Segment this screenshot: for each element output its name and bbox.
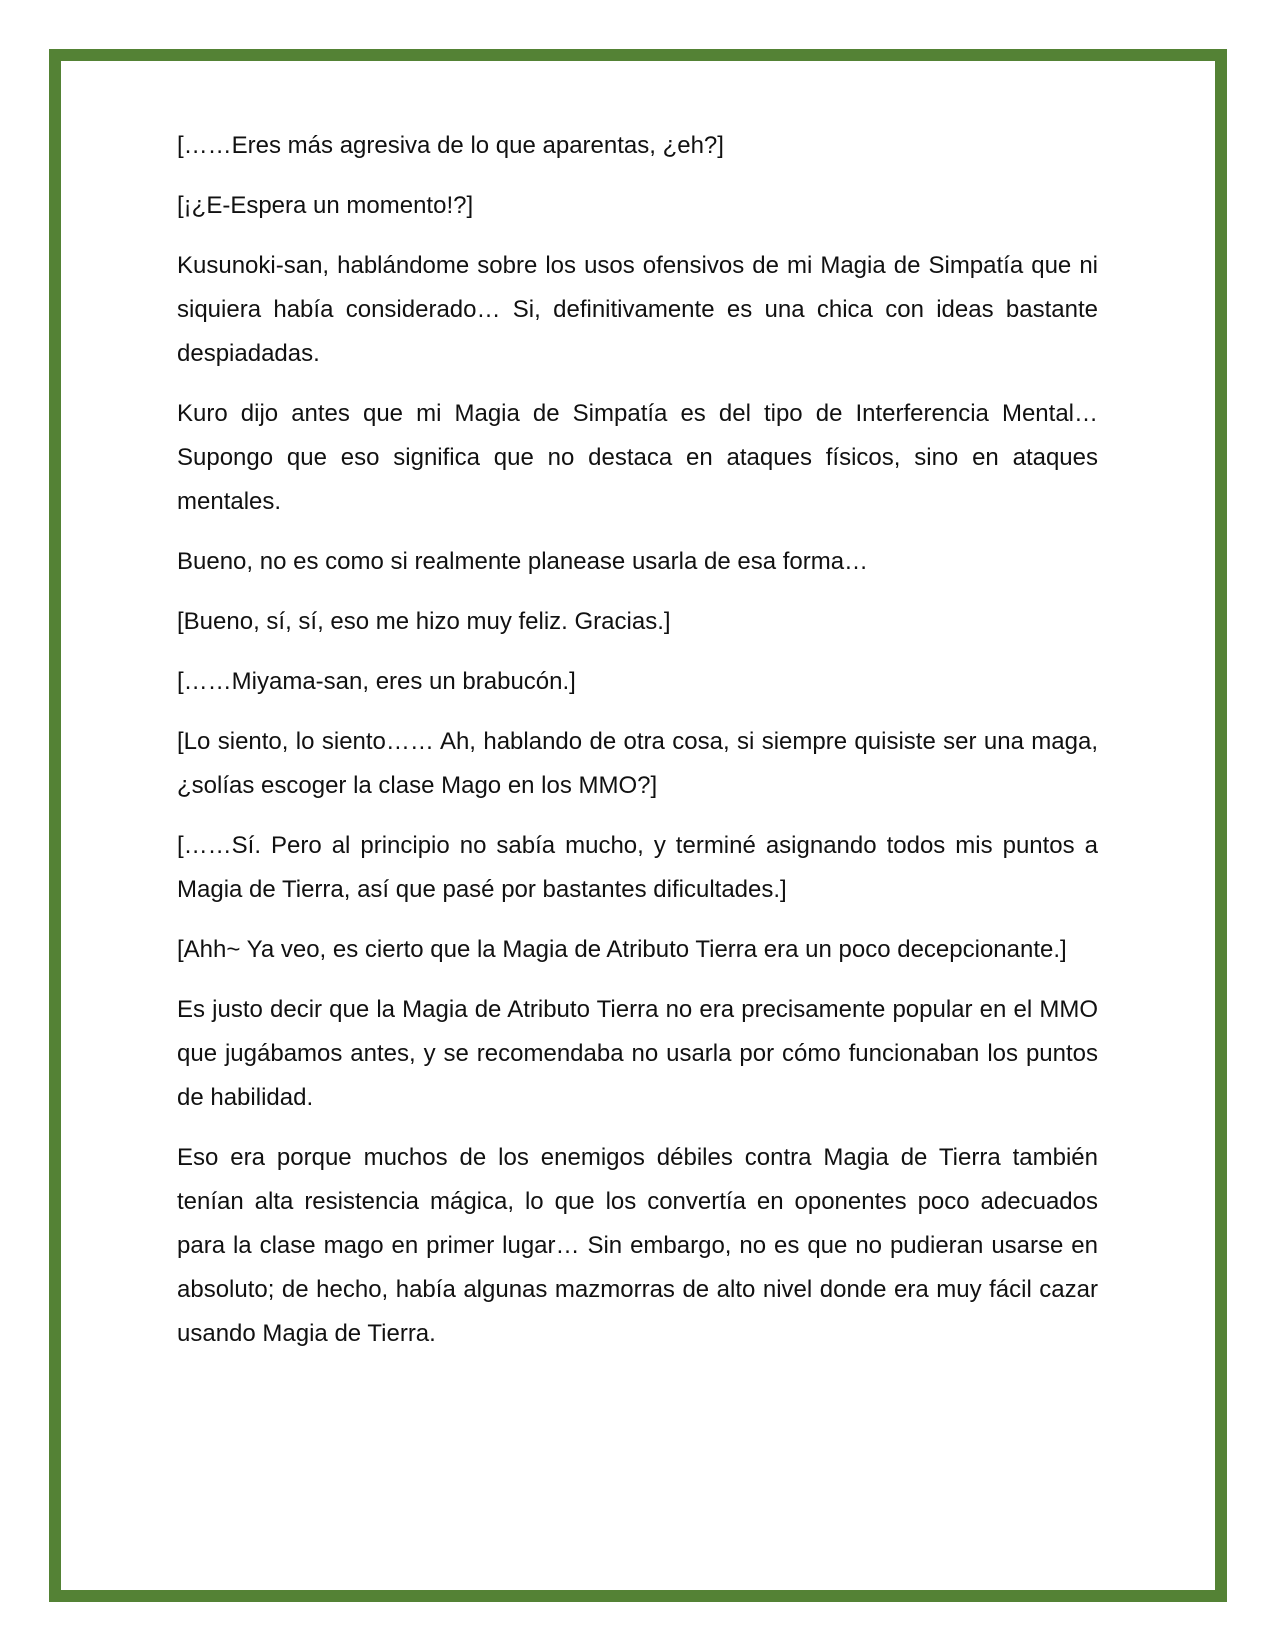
- paragraph-5: Bueno, no es como si realmente planease usarla de esa forma…: [177, 548, 869, 575]
- paragraph-12: Eso era porque muchos de los enemigos débiles contra Magia de Tierra también tenían alta resistencia mágica, lo que los convertía en oponentes poco adecuados para la clase mago en primer lugar… Sin embargo, no es que no pudieran usarse en absoluto; de hecho, había algunas mazmorras de alto nivel donde era muy fácil cazar usando Magia de Tierra.: [177, 1144, 1098, 1347]
- paragraph-10: [Ahh~ Ya veo, es cierto que la Magia de Atributo Tierra era un poco decepcionante.]: [177, 936, 1067, 963]
- paragraph-7: [……Miyama-san, eres un brabucón.]: [177, 668, 576, 695]
- paragraph-9: [……Sí. Pero al principio no sabía mucho, y terminé asignando todos mis puntos a Magia de Tierra, así que pasé por bastantes dificultades.]: [177, 832, 1098, 903]
- paragraph-2: [¡¿E-Espera un momento!?]: [177, 192, 474, 219]
- paragraph-1: [……Eres más agresiva de lo que aparentas, ¿eh?]: [177, 132, 724, 159]
- paragraph-4: Kuro dijo antes que mi Magia de Simpatía es del tipo de Interferencia Mental… Supongo que eso significa que no destaca en ataques físicos, sino en ataques mentales.: [177, 400, 1098, 515]
- paragraph-3: Kusunoki-san, hablándome sobre los usos ofensivos de mi Magia de Simpatía que ni siquiera había considerado… Si, definitivamente es una chica con ideas bastante despiadadas.: [177, 252, 1098, 367]
- paragraph-8: [Lo siento, lo siento…… Ah, hablando de otra cosa, si siempre quisiste ser una maga, ¿solías escoger la clase Mago en los MMO?]: [177, 728, 1098, 799]
- document-body: [177, 124, 1098, 1372]
- paragraph-11: Es justo decir que la Magia de Atributo Tierra no era precisamente popular en el MMO que jugábamos antes, y se recomendaba no usarla por cómo funcionaban los puntos de habilidad.: [177, 996, 1098, 1111]
- paragraph-6: [Bueno, sí, sí, eso me hizo muy feliz. Gracias.]: [177, 608, 671, 635]
